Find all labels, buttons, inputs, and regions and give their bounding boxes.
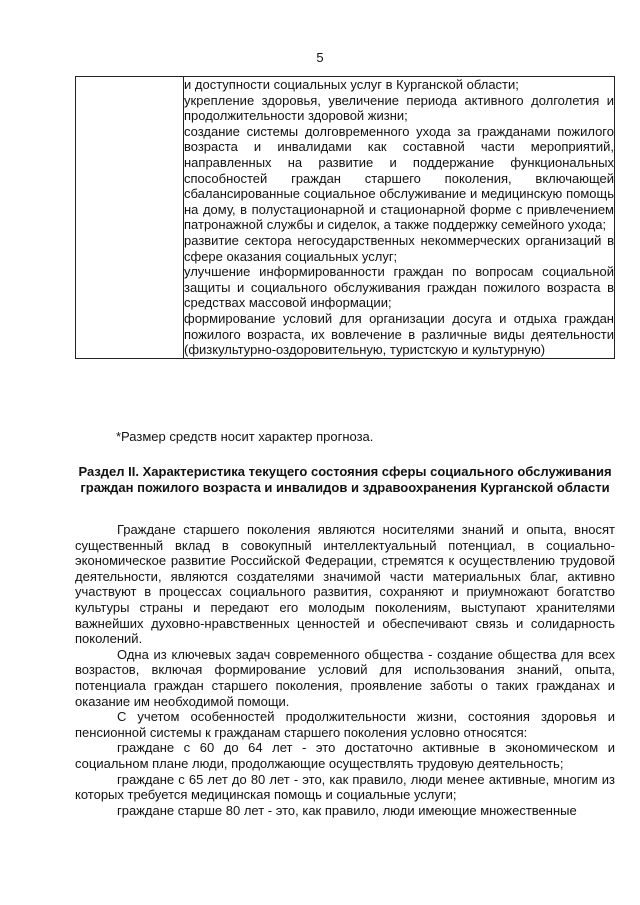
paragraph: Граждане старшего поколения являются носителями знаний и опыта, вносят существенный вклад в совокупный интеллектуальный потенциал, в социально-экономическое развитие Российской Федерации, стремятся к осуществлению трудовой деятельности, являются создателями значимой части материальных благ, активно участвуют в процессах социального развития, сохраняют и приумножают богатство культуры страны и передают его молодым поколениям, выступают хранителями важнейших духовно-нравственных ценностей и обеспечивают связь и солидарность поколений. <box>75 522 615 647</box>
table-item: создание системы долговременного ухода за гражданами пожилого возраста и инвалидами как составной части мероприятий, направленных на развитие и поддержание функциональных способностей граждан старшего поколения, включающей сбалансированные социальное обслуживание и медицинскую помощь на дому, в полустационарной и стационарной форме с привлечением патронажной службы и сиделок, а также поддержку семейного ухода; <box>184 123 614 233</box>
table-item: улучшение информированности граждан по вопросам социальной защиты и социального обслуживания граждан пожилого возраста в средствах массовой информации; <box>184 264 614 311</box>
table-item: и доступности социальных услуг в Курганской области; <box>184 77 519 92</box>
paragraph: Одна из ключевых задач современного общества - создание общества для всех возрастов, включая формирование условий для использования знаний, опыта, потенциала граждан старшего поколения, проявление заботы о таких гражданах и оказание им необходимой помощи. <box>75 646 615 709</box>
measures-table <box>75 76 615 359</box>
table-left-cell <box>76 77 184 359</box>
paragraph: граждане с 65 лет до 80 лет - это, как правило, люди менее активные, многим из которых требуется медицинская помощь и социальные услуги; <box>75 771 615 803</box>
table-item: развитие сектора негосударственных некоммерческих организаций в сфере оказания социальных услуг; <box>184 232 614 264</box>
footnote: *Размер средств носит характер прогноза. <box>116 429 374 444</box>
table-item: укрепление здоровья, увеличение периода активного долголетия и продолжительности здоровой жизни; <box>184 92 614 124</box>
table-item: формирование условий для организации досуга и отдыха граждан пожилого возраста, их вовлечение в различные виды деятельности (физкультурно-оздоровительную, туристскую и культурную) <box>184 310 614 358</box>
body-text <box>75 522 615 818</box>
paragraph: граждане старше 80 лет - это, как правило, люди имеющие множественные <box>117 802 577 818</box>
page-number: 5 <box>316 50 324 65</box>
paragraph: граждане с 60 до 64 лет - это достаточно активные в экономическом и социальном плане люди, продолжающие осуществлять трудовую деятельность; <box>75 740 615 771</box>
section-heading: Раздел II. Характеристика текущего состояния сферы социального обслуживания граждан пожилого возраста и инвалидов и здравоохранения Курганской области <box>78 464 612 495</box>
table-right-cell <box>184 77 615 359</box>
table-row <box>76 77 615 359</box>
paragraph: С учетом особенностей продолжительности жизни, состояния здоровья и пенсионной системы к гражданам старшего поколения условно относятся: <box>75 709 615 740</box>
